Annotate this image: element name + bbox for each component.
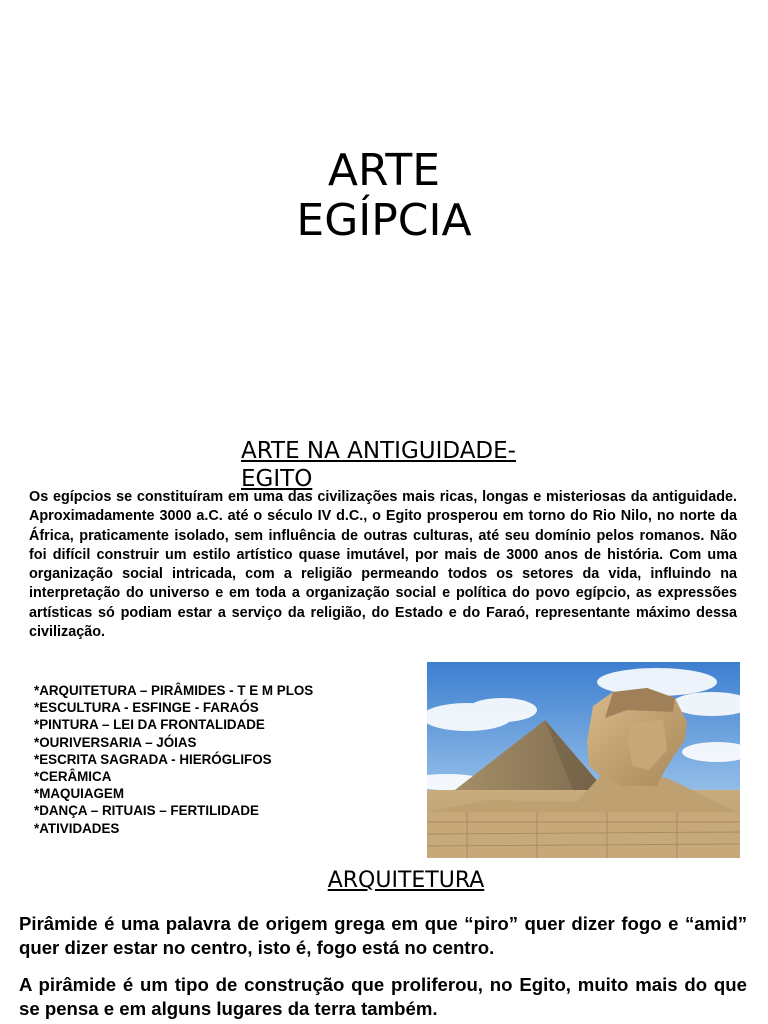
title-line-2: EGÍPCIA: [296, 195, 472, 246]
title-line-1: ARTE: [327, 145, 441, 196]
list-item: *ATIVIDADES: [34, 820, 120, 836]
list-item: *PINTURA – LEI DA FRONTALIDADE: [34, 717, 265, 733]
list-item: *OURIVERSARIA – JÓIAS: [34, 734, 197, 750]
paragraph: A pirâmide é um tipo de construção que proliferou, no Egito, muito mais do que se pensa e em alguns lugares da terra também.: [19, 974, 747, 1019]
list-item: *ESCULTURA - ESFINGE - FARAÓS: [34, 700, 259, 716]
intro-paragraph: Os egípcios se constituíram em uma das civilizações mais ricas, longas e misteriosas da antiguidade. Aproximadamente 3000 a.C. até o século IV d.C., o Egito prosperou em torno do Rio Nilo, no norte da África, praticamente isolado, sem influência de outras culturas, até seu domínio pelos romanos. Não foi difícil construir um estilo artístico quase imutável, por mais de 3000 anos de história. Com uma organização social intricada, com a religião permeando todos os setores da vida, influindo na interpretação do universo e em toda a organização social e política do povo egípcio, as expressões artísticas só podiam estar a serviço da religião, do Estado e do Faraó, representante máximo dessa civilização.: [29, 489, 737, 641]
list-item: *CERÂMICA: [34, 769, 112, 785]
list-item: *DANÇA – RITUAIS – FERTILIDADE: [34, 803, 259, 819]
section-title: ARQUITETURA: [327, 868, 485, 893]
subtitle: ARTE NA ANTIGUIDADE- EGITO: [241, 438, 516, 492]
topics-list: [34, 682, 313, 837]
paragraph: Pirâmide é uma palavra de origem grega em que “piro” quer dizer fogo e “amid” quer dizer estar no centro, isto é, fogo está no centro.: [19, 913, 747, 958]
list-item: *ESCRITA SAGRADA - HIERÓGLIFOS: [34, 751, 272, 767]
list-item: *MAQUIAGEM: [34, 786, 125, 802]
list-item: *ARQUITETURA – PIRÂMIDES - T E M PLOS: [34, 683, 314, 698]
sphinx-pyramid-photo: [427, 662, 740, 858]
page-title: [0, 146, 768, 246]
